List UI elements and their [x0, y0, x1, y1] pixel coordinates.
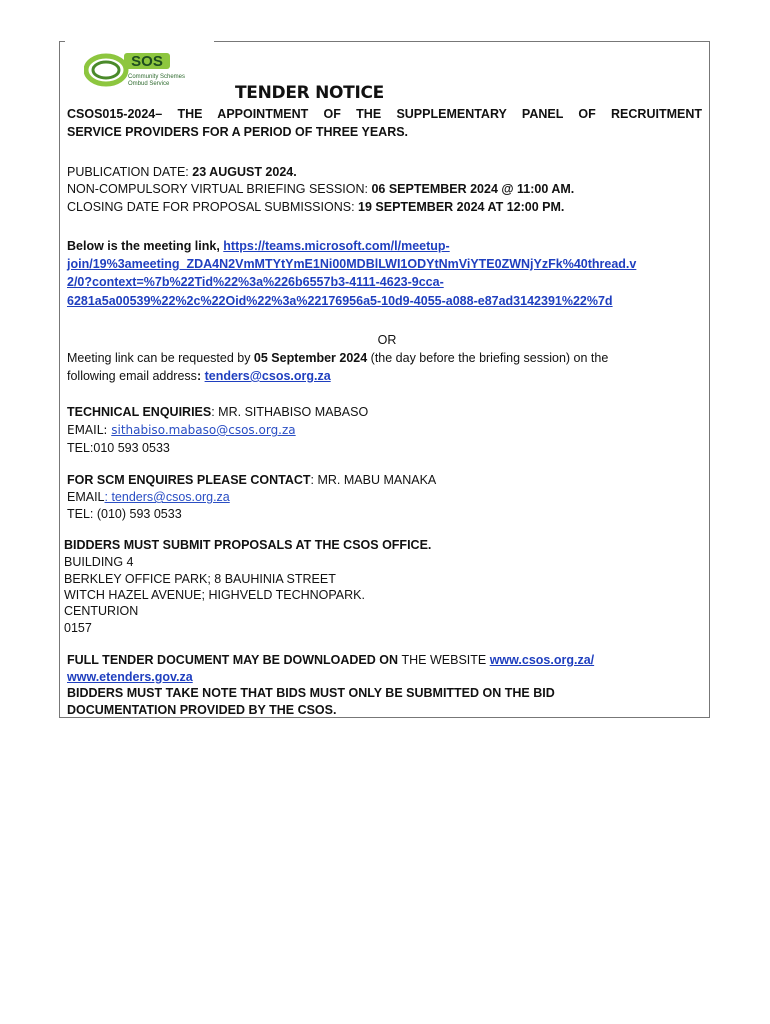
request-text-2a: following email address: [67, 369, 197, 383]
scm-email-line: [67, 489, 230, 506]
technical-email-link[interactable]: sithabiso.mabaso@csos.org.za: [111, 423, 296, 437]
request-text-c: (the day before the briefing session) on the: [367, 351, 609, 365]
request-date: 05 September 2024: [253, 351, 368, 365]
address-line-1: BUILDING 4: [64, 555, 134, 569]
publication-value: 23 AUGUST 2024.: [192, 165, 297, 179]
page-title: TENDER NOTICE: [235, 83, 384, 103]
reference-line-1: CSOS015-2024– THE APPOINTMENT OF THE SUPPLEMENTARY PANEL OF RECRUITMENT: [67, 107, 702, 121]
scm-name: : MR. MABU MANAKA: [310, 473, 437, 487]
closing-date: [67, 199, 564, 216]
request-line-2: [67, 368, 331, 385]
scm-tel: TEL: (010) 593 0533: [67, 507, 182, 521]
address-line-5: 0157: [64, 621, 92, 635]
meeting-link-line-4: [67, 293, 613, 310]
meeting-link-part-1[interactable]: https://teams.microsoft.com/l/meetup-: [223, 239, 450, 253]
or-separator: OR: [377, 333, 397, 347]
meeting-link-line-2: [67, 256, 636, 273]
submit-heading: BIDDERS MUST SUBMIT PROPOSALS AT THE CSOS OFFICE.: [64, 538, 432, 552]
download-text-b: THE WEBSITE: [401, 653, 490, 667]
closing-value: 19 SEPTEMBER 2024 AT 12:00 PM.: [358, 200, 565, 214]
meeting-link-part-3[interactable]: 2/0?context=%7b%22Tid%22%3a%226b6557b3-4111-4623-9cca-: [67, 275, 444, 289]
address-line-4: CENTURION: [64, 604, 139, 618]
technical-email-label: EMAIL:: [67, 423, 112, 437]
meeting-link-part-4[interactable]: 6281a5a00539%22%2c%22Oid%22%3a%22176956a5-10d9-4055-a088-e87ad3142391%22%7d: [67, 294, 613, 308]
frame-top-left: [59, 41, 65, 42]
technical-email-line: [67, 422, 296, 439]
request-colon: :: [196, 369, 205, 383]
reference-line-2: SERVICE PROVIDERS FOR A PERIOD OF THREE YEARS.: [67, 125, 409, 139]
frame-top-right: [214, 41, 710, 42]
technical-enquiries: [67, 404, 368, 421]
meeting-label: Below is the meeting link,: [67, 239, 224, 253]
technical-tel: TEL:010 593 0533: [67, 441, 170, 455]
csos-logo: [84, 50, 204, 92]
download-text-a: FULL TENDER DOCUMENT MAY BE DOWNLOADED ON: [67, 653, 402, 667]
note-line-1: BIDDERS MUST TAKE NOTE THAT BIDS MUST ONLY BE SUBMITTED ON THE BID: [67, 686, 555, 700]
request-email-link[interactable]: tenders@csos.org.za: [204, 369, 331, 383]
meeting-link-line-1: [67, 238, 450, 255]
address-line-3: WITCH HAZEL AVENUE; HIGHVELD TECHNOPARK.: [64, 588, 365, 602]
publication-label: PUBLICATION DATE:: [67, 165, 193, 179]
meeting-link-line-3: [67, 274, 444, 291]
note-line-2: DOCUMENTATION PROVIDED BY THE CSOS.: [67, 703, 337, 717]
briefing-value: 06 SEPTEMBER 2024 @ 11:00 AM.: [371, 182, 575, 196]
technical-name: : MR. SITHABISO MABASO: [211, 405, 369, 419]
csos-website-link[interactable]: www.csos.org.za/: [489, 653, 595, 667]
scm-email-link[interactable]: : tenders@csos.org.za: [104, 490, 230, 504]
briefing-session: [67, 181, 574, 198]
request-line-1: [67, 350, 608, 367]
publication-date: [67, 164, 297, 181]
address-line-2: BERKLEY OFFICE PARK; 8 BAUHINIA STREET: [64, 572, 336, 586]
request-text-a: Meeting link can be requested by: [67, 351, 254, 365]
closing-label: CLOSING DATE FOR PROPOSAL SUBMISSIONS:: [67, 200, 359, 214]
scm-email-label: EMAIL: [67, 490, 105, 504]
etenders-link[interactable]: www.etenders.gov.za: [67, 670, 193, 684]
logo-name: SOS: [131, 53, 163, 70]
logo-subtitle-1: Community Schemes: [128, 74, 186, 80]
logo-subtitle-2: Ombud Service: [128, 81, 170, 87]
meeting-link-part-2[interactable]: join/19%3ameeting_ZDA4N2VmMTYtYmE1Ni00MDBlLWI1ODYtNmViYTE0ZWNjYzFk%40thread.v: [67, 257, 637, 271]
scm-enquiries: [67, 472, 436, 489]
briefing-label: NON-COMPULSORY VIRTUAL BRIEFING SESSION:: [67, 182, 372, 196]
download-line: [67, 652, 594, 669]
scm-label: FOR SCM ENQUIRES PLEASE CONTACT: [67, 473, 311, 487]
technical-label: TECHNICAL ENQUIRIES: [67, 405, 212, 419]
etenders-line: [67, 669, 193, 686]
